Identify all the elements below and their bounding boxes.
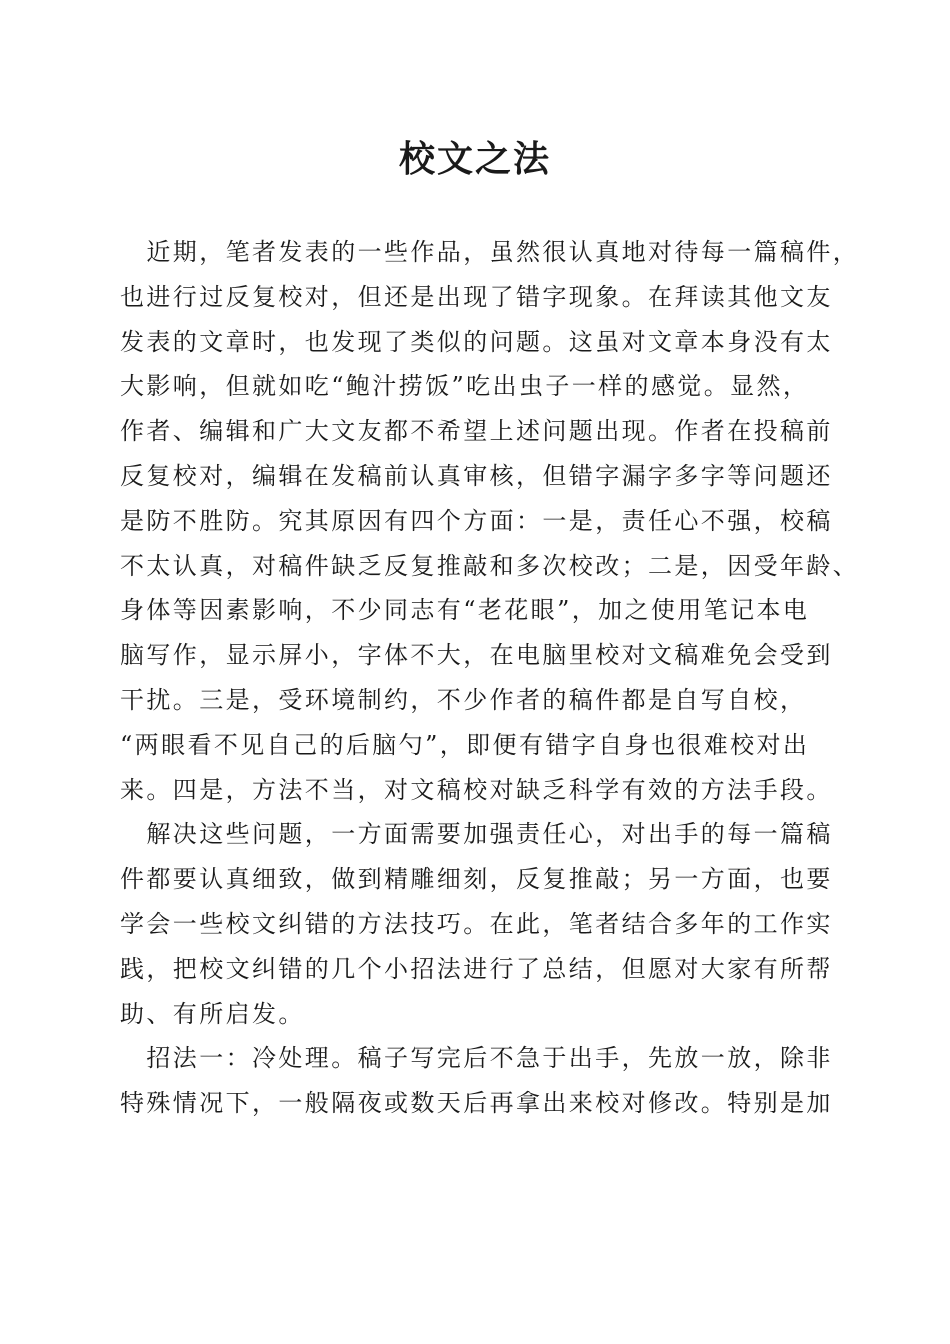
- document-body: [120, 230, 860, 1126]
- text-line: 大影响，但就如吃“鲍汁捞饭”吃出虫子一样的感觉。显然，: [120, 372, 810, 401]
- text-line: 发表的文章时，也发现了类似的问题。这虽对文章本身没有太: [120, 327, 833, 356]
- text-line: 学会一些校文纠错的方法技巧。在此，笔者结合多年的工作实: [120, 909, 833, 938]
- text-line: 助、有所启发。: [120, 999, 305, 1028]
- text-line: 特殊情况下，一般隔夜或数天后再拿出来校对修改。特别是加: [120, 1089, 833, 1118]
- text-line: 件都要认真细致，做到精雕细刻，反复推敲；另一方面，也要: [120, 865, 833, 894]
- text-line: 不太认真，对稿件缺乏反复推敲和多次校改；二是，因受年龄、: [120, 551, 860, 580]
- document-title: 校文之法: [398, 138, 551, 180]
- text-line: 干扰。三是，受环境制约，不少作者的稿件都是自写自校，: [120, 685, 807, 714]
- text-line: “两眼看不见自己的后脑勺”，即便有错字自身也很难校对出: [120, 730, 810, 759]
- text-line: 招法一：冷处理。稿子写完后不急于出手，先放一放，除非: [120, 1044, 833, 1073]
- text-line: 反复校对，编辑在发稿前认真审核，但错字漏字多字等问题还: [120, 461, 833, 490]
- text-line: 近期，笔者发表的一些作品，虽然很认真地对待每一篇稿件，: [120, 238, 860, 266]
- text-line: 来。四是，方法不当，对文稿校对缺乏科学有效的方法手段。: [120, 775, 833, 804]
- text-line: 解决这些问题，一方面需要加强责任心，对出手的每一篇稿: [120, 820, 833, 849]
- text-line: 作者、编辑和广大文友都不希望上述问题出现。作者在投稿前: [120, 417, 833, 446]
- text-line: 也进行过反复校对，但还是出现了错字现象。在拜读其他文友: [120, 282, 833, 311]
- text-line: 是防不胜防。究其原因有四个方面：一是，责任心不强，校稿: [120, 506, 833, 535]
- text-line: 身体等因素影响，不少同志有“老花眼”，加之使用笔记本电: [120, 596, 810, 625]
- text-line: 践，把校文纠错的几个小招法进行了总结，但愿对大家有所帮: [120, 954, 833, 983]
- text-line: 脑写作，显示屏小，字体不大，在电脑里校对文稿难免会受到: [120, 641, 833, 670]
